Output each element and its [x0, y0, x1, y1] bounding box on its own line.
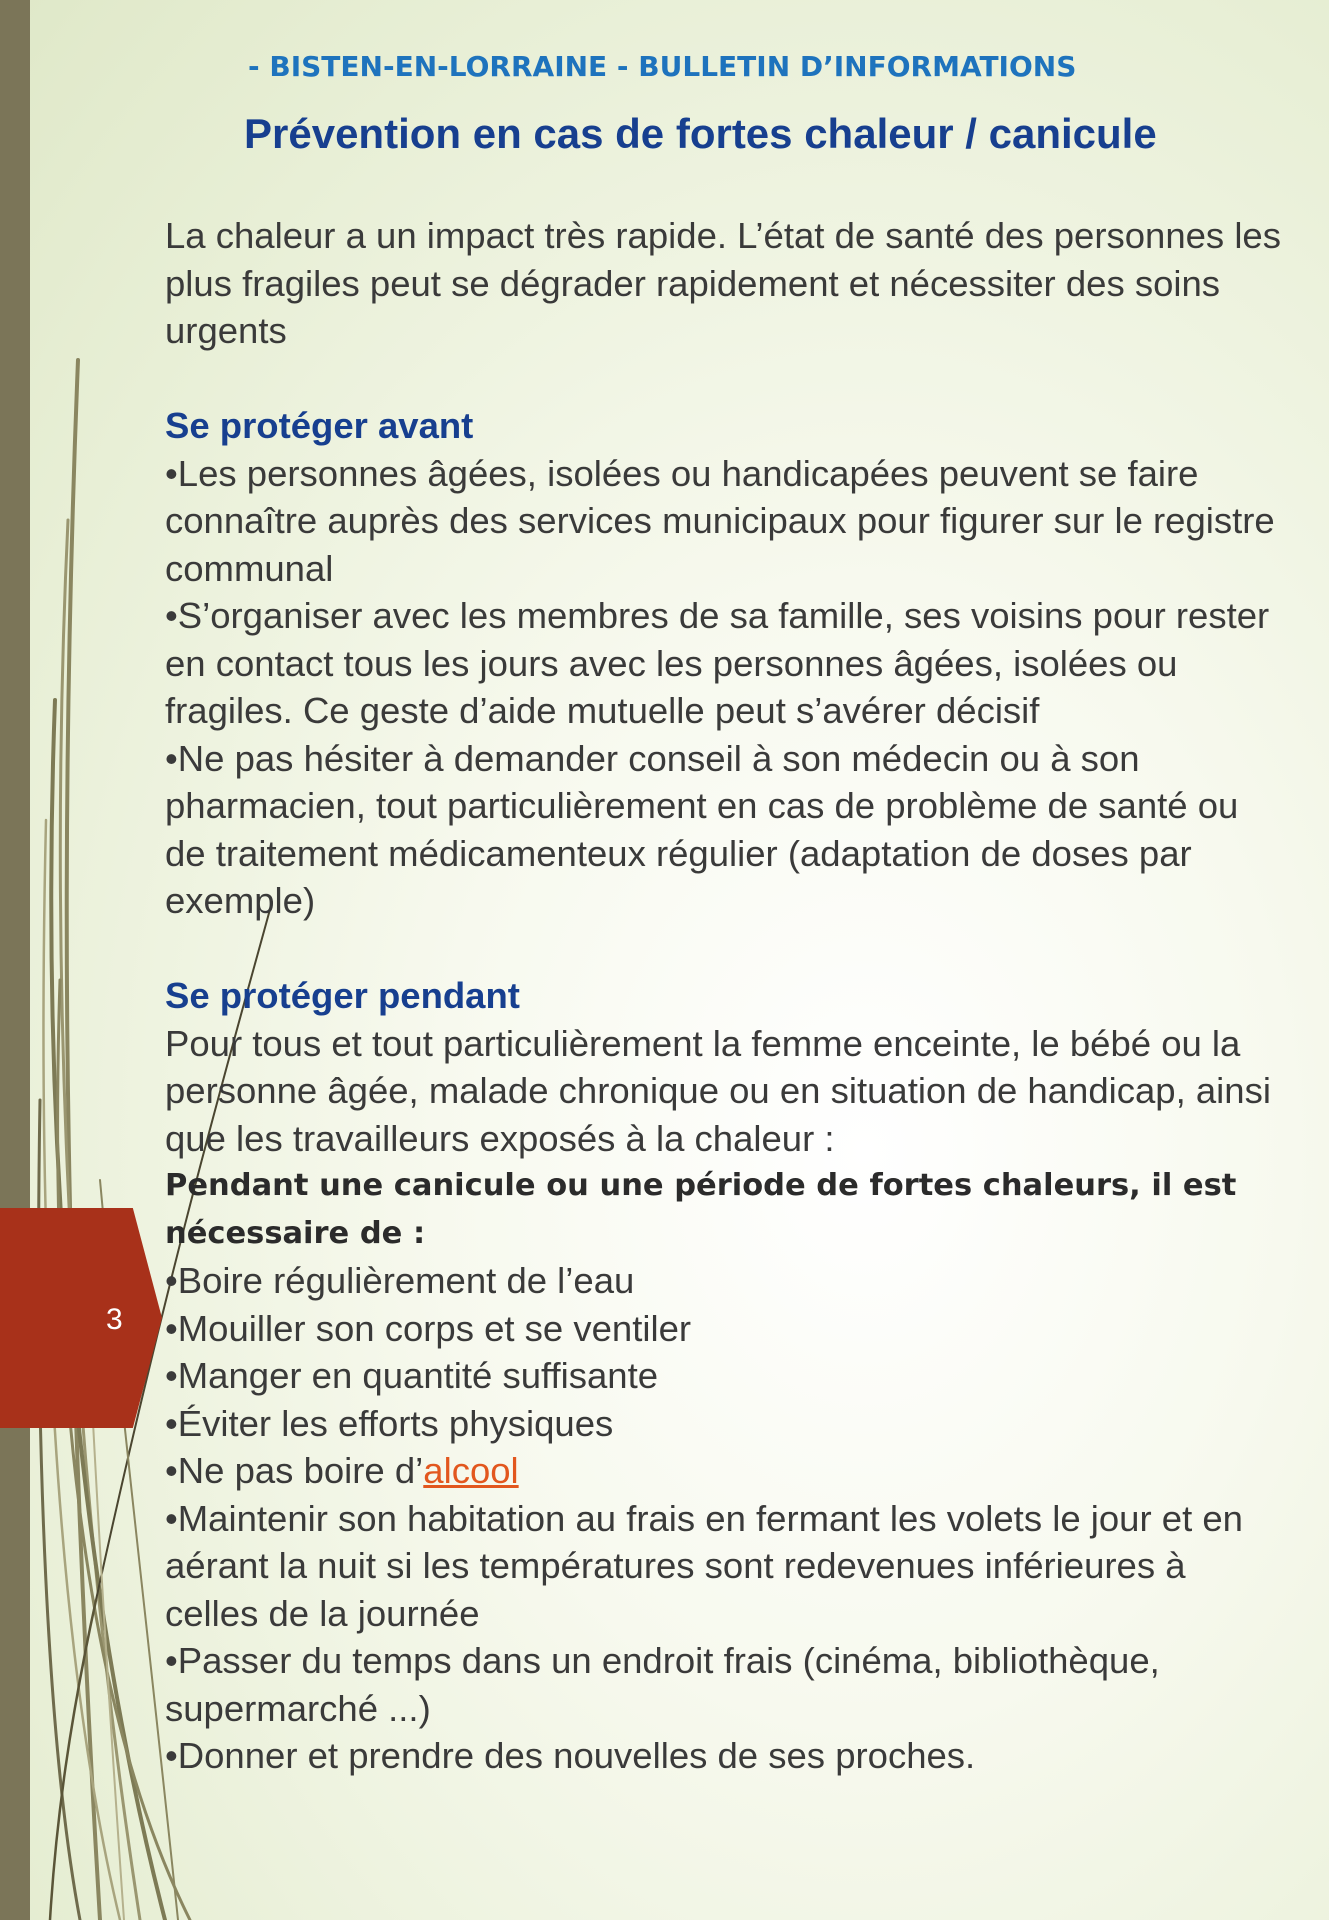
page-number-tab — [0, 1208, 162, 1428]
list-item: •Éviter les efforts physiques — [165, 1402, 614, 1444]
alcohol-link[interactable]: alcool — [423, 1450, 519, 1491]
article-body — [165, 212, 1285, 1780]
spacer — [165, 925, 1285, 973]
section-heading-before: Se protéger avant — [165, 405, 474, 446]
section-heading-during: Se protéger pendant — [165, 975, 520, 1016]
bulletin-header: - BISTEN-EN-LORRAINE - BULLETIN D’INFORMATIONS — [248, 50, 1077, 83]
list-item: •Manger en quantité suffisante — [165, 1355, 659, 1396]
list-item: •Boire régulièrement de l’eau — [165, 1260, 635, 1301]
alcohol-prefix: •Ne pas boire d’ — [165, 1450, 424, 1491]
list-item: •Mouiller son corps et se ventiler — [165, 1307, 692, 1349]
intro-paragraph: La chaleur a un impact très rapide. L’état de santé des personnes les plus fragiles peut se dégrader rapidement et nécessiter des soins urgents — [165, 215, 1281, 351]
page-number: 3 — [106, 1303, 123, 1336]
list-item: •Passer du temps dans un endroit frais (cinéma, bibliothèque, supermarché ...) — [165, 1640, 1160, 1729]
list-item: •Donner et prendre des nouvelles de ses proches. — [165, 1735, 976, 1776]
list-item-alcohol — [165, 1447, 1285, 1495]
bold-note: Pendant une canicule ou une période de fortes chaleurs, il est nécessaire de : — [165, 1168, 1237, 1251]
page-title: Prévention en cas de fortes chaleur / canicule — [244, 110, 1157, 157]
spacer — [165, 355, 1285, 403]
list-item: •Ne pas hésiter à demander conseil à son médecin ou à son pharmacien, tout particulièrement en cas de problème de santé ou de traitement médicamenteux régulier (adaptation de doses par exemple) — [165, 737, 1239, 921]
list-item: •S’organiser avec les membres de sa famille, ses voisins pour rester en contact tous les jours avec les personnes âgées, isolées ou fragiles. Ce geste d’aide mutuelle peut s’avérer décisif — [165, 595, 1270, 731]
list-item: •Maintenir son habitation au frais en fermant les volets le jour et en aérant la nuit si les températures sont redevenues inférieures à celles de la journée — [165, 1497, 1243, 1634]
during-intro: Pour tous et tout particulièrement la femme enceinte, le bébé ou la personne âgée, malade chronique ou en situation de handicap, ainsi que les travailleurs exposés à la chaleur : — [165, 1022, 1271, 1159]
list-item: •Les personnes âgées, isolées ou handicapées peuvent se faire connaître auprès des services municipaux pour figurer sur le registre communal — [165, 452, 1275, 589]
